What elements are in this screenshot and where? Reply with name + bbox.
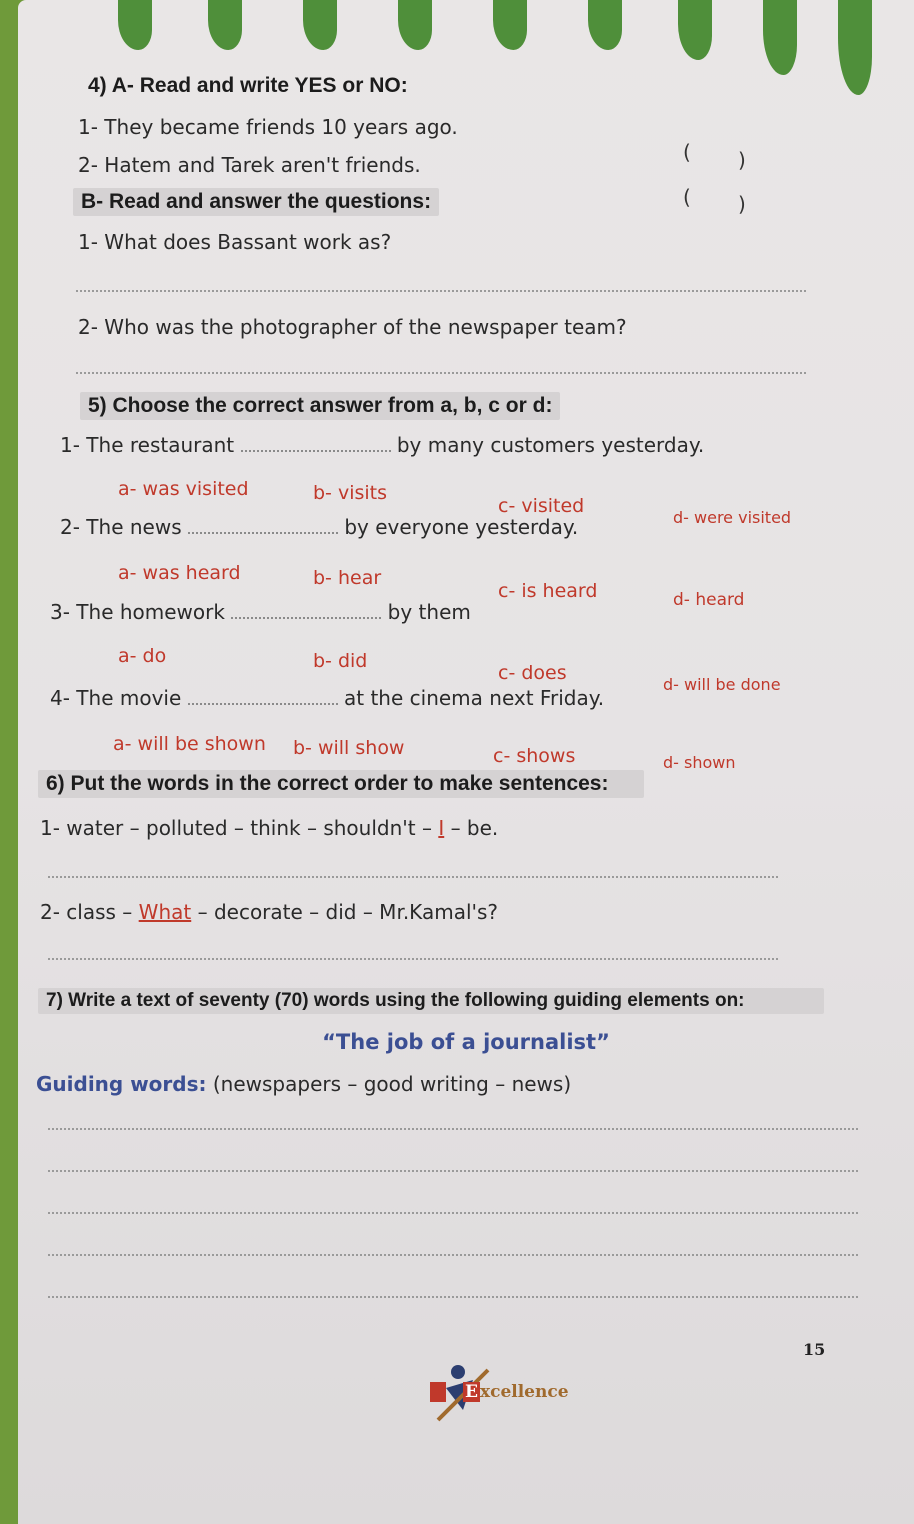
option-a[interactable]: a- do <box>118 645 167 667</box>
mcq-question-4 <box>50 686 604 710</box>
reorder-sentence-1 <box>40 816 498 840</box>
reorder-words-end: – decorate – did – Mr.Kamal's? <box>197 900 499 924</box>
writing-line[interactable] <box>48 1254 858 1256</box>
option-a[interactable]: a- will be shown <box>113 733 266 755</box>
reorder-sentence-2 <box>40 900 498 924</box>
mcq-stem-end: by them <box>387 600 471 624</box>
leaf-decoration-icon <box>678 0 712 60</box>
answer-blank[interactable] <box>188 703 338 705</box>
answer-paren-close: ) <box>738 192 746 216</box>
option-d[interactable]: d- will be done <box>663 675 781 694</box>
option-d[interactable]: d- were visited <box>673 508 792 527</box>
mcq-question-1 <box>60 433 704 457</box>
guiding-words-label: Guiding words: <box>36 1072 207 1096</box>
part-b-heading: B- Read and answer the questions: <box>73 188 439 216</box>
section5-heading: 5) Choose the correct answer from a, b, c or d: <box>80 392 560 420</box>
mcq-stem: 3- The homework <box>50 600 225 624</box>
option-c[interactable]: c- is heard <box>498 580 598 602</box>
leaf-decoration-icon <box>493 0 527 50</box>
option-b[interactable]: b- will show <box>293 737 405 759</box>
option-a[interactable]: a- was heard <box>118 562 241 584</box>
capital-word: What <box>138 900 192 924</box>
writing-line[interactable] <box>48 1128 858 1130</box>
yes-no-question-1: 1- They became friends 10 years ago. <box>78 115 458 139</box>
page-number: 15 <box>803 1340 826 1359</box>
answer-line[interactable] <box>76 372 806 374</box>
mcq-stem-end: by many customers yesterday. <box>396 433 705 457</box>
writing-line[interactable] <box>48 1170 858 1172</box>
leaf-decoration-icon <box>838 0 872 95</box>
reorder-words-end: – be. <box>450 816 499 840</box>
capital-word: I <box>438 816 445 840</box>
essay-title: “The job of a journalist” <box>322 1030 610 1054</box>
mcq-question-3 <box>50 600 471 624</box>
reorder-words: 1- water – polluted – think – shouldn't – <box>40 816 432 840</box>
yes-no-question-2: 2- Hatem and Tarek aren't friends. <box>78 153 421 177</box>
section4-heading: 4) A- Read and write YES or NO: <box>88 74 408 97</box>
mcq-question-2 <box>60 515 578 539</box>
question-b1: 1- What does Bassant work as? <box>78 230 392 254</box>
mcq-stem-end: at the cinema next Friday. <box>344 686 605 710</box>
option-d[interactable]: d- heard <box>673 590 745 610</box>
answer-line[interactable] <box>76 290 806 292</box>
leaf-decoration-icon <box>303 0 337 50</box>
answer-blank[interactable] <box>241 450 391 452</box>
guiding-words-list: (newspapers – good writing – news) <box>212 1072 572 1096</box>
option-b[interactable]: b- hear <box>313 567 382 589</box>
option-b[interactable]: b- did <box>313 650 368 672</box>
option-c[interactable]: c- shows <box>493 745 576 767</box>
answer-blank[interactable] <box>231 617 381 619</box>
option-b[interactable]: b- visits <box>313 482 388 504</box>
answer-paren-open: ( <box>683 185 691 209</box>
writing-line[interactable] <box>48 1296 858 1298</box>
guiding-words <box>36 1072 571 1096</box>
worksheet-page <box>18 0 914 1524</box>
leaf-decoration-icon <box>763 0 797 75</box>
leaf-decoration-icon <box>588 0 622 50</box>
answer-paren-open: ( <box>683 140 691 164</box>
answer-line[interactable] <box>48 958 778 960</box>
leaf-decoration-icon <box>118 0 152 50</box>
answer-paren-close: ) <box>738 148 746 172</box>
option-c[interactable]: c- does <box>498 662 567 684</box>
option-c[interactable]: c- visited <box>498 495 585 517</box>
mcq-stem-end: by everyone yesterday. <box>344 515 579 539</box>
mcq-stem: 4- The movie <box>50 686 182 710</box>
writing-line[interactable] <box>48 1212 858 1214</box>
leaf-decoration-icon <box>398 0 432 50</box>
answer-line[interactable] <box>48 876 778 878</box>
mcq-stem: 1- The restaurant <box>60 433 235 457</box>
leaf-decoration-icon <box>208 0 242 50</box>
logo-text <box>463 1382 569 1402</box>
mcq-stem: 2- The news <box>60 515 182 539</box>
question-b2: 2- Who was the photographer of the newspaper team? <box>78 315 627 339</box>
logo-word: xcellence <box>479 1382 569 1402</box>
option-a[interactable]: a- was visited <box>118 478 249 500</box>
logo-letter: E <box>465 1382 478 1402</box>
section7-heading: 7) Write a text of seventy (70) words using the following guiding elements on: <box>38 988 824 1014</box>
section6-heading: 6) Put the words in the correct order to make sentences: <box>38 770 644 798</box>
option-d[interactable]: d- shown <box>663 753 736 772</box>
answer-blank[interactable] <box>188 532 338 534</box>
reorder-words: 2- class – <box>40 900 133 924</box>
